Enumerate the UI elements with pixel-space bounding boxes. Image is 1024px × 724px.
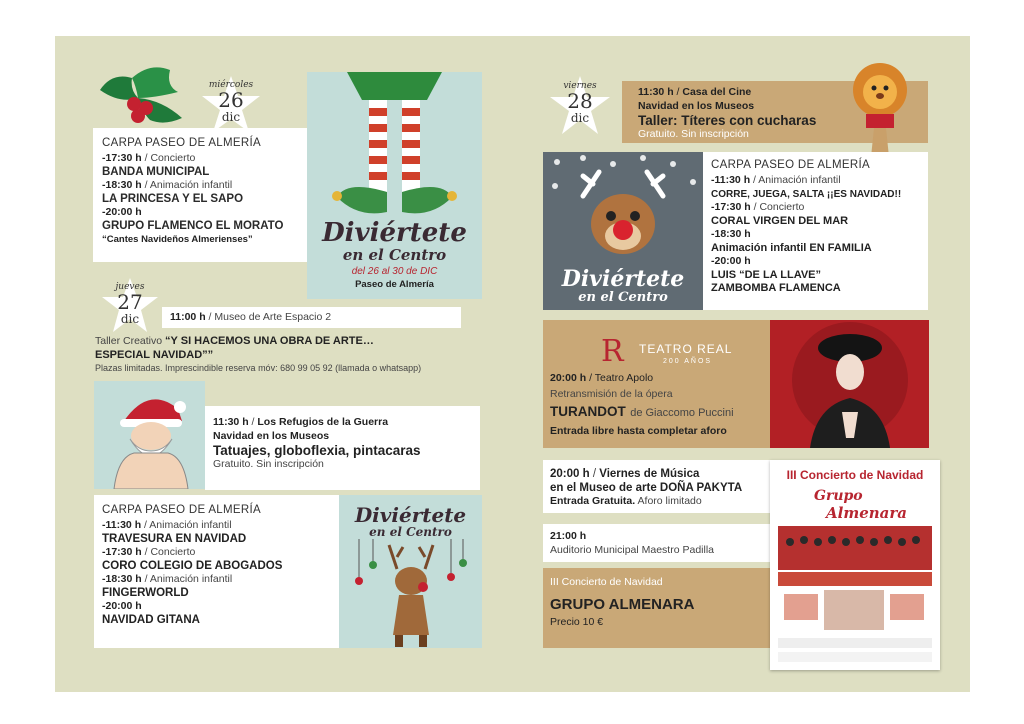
time: 11:30 h — [638, 86, 674, 98]
poster-reindeer — [339, 495, 482, 648]
series-label: Navidad en los Museos — [213, 429, 330, 442]
event-title: Animación infantil EN FAMILIA — [711, 241, 872, 254]
category: Animación infantil — [149, 179, 233, 191]
event-note: Gratuito. Sin inscripción — [638, 128, 749, 140]
poster-dates: del 26 al 30 de DIC — [351, 266, 438, 277]
refugios-box: 11:30 h / Los Refugios de la Guerra Navidad en los Museos Tatuajes, globoflexia, pintacaras Gratuito. Sin inscripción — [205, 406, 480, 490]
poster-group-2: Almenara — [826, 504, 907, 522]
museo-bar: 11:00 h / Museo de Arte Espacio 2 — [162, 307, 461, 328]
workshop-block — [95, 335, 475, 376]
holly-icon — [92, 60, 192, 132]
weekday-label: miércoles — [208, 80, 254, 90]
elf-legs-icon — [307, 72, 482, 299]
poster-title: Diviértete — [322, 218, 467, 248]
event-title: TRAVESURA EN NAVIDAD — [102, 532, 247, 545]
poster-title: Diviértete — [354, 503, 467, 527]
time: -17:30 h — [102, 546, 142, 558]
teatro-years: 200 AÑOS — [663, 358, 713, 365]
time: -11:30 h — [102, 519, 142, 531]
weekday-label: jueves — [115, 282, 145, 292]
reindeer-icon — [339, 539, 482, 648]
event-title: ZAMBOMBA FLAMENCA — [711, 282, 841, 294]
poster-title: Diviértete — [561, 266, 685, 292]
teatro-box: R TEATRO REAL 200 AÑOS 20:00 h / Teatro Apolo Retransmisión de la ópera TURANDOT de Giaccomo Puccini Entrada libre hasta completar aforo — [543, 320, 770, 448]
almenara-box — [543, 568, 780, 648]
place: Casa del Cine — [682, 86, 752, 98]
event-subtitle: “Cantes Navideños Almerienses” — [102, 234, 253, 245]
poster-group: Grupo — [814, 488, 863, 504]
day28-carpa-box: CARPA PASEO DE ALMERÍA -11:30 h / Animación infantil CORRE, JUEGA, SALTA ¡¡ES NAVIDAD!! -17:30 h / Concierto CORAL VIRGEN DEL MAR -18:30 h Animación infantil EN FAMILIA -20:00 h LUIS “DE LA LLAVE” ZAMBOMBA FLAMENCA — [703, 152, 928, 310]
time: 11:00 h — [170, 311, 206, 323]
workshop-label: Taller Creativo — [95, 335, 163, 347]
santa-illustration — [94, 381, 205, 489]
composer: de Giaccomo Puccini — [630, 407, 734, 419]
concert-price: Precio 10 € — [550, 615, 604, 628]
time: -20:00 h — [102, 206, 142, 218]
category: Concierto — [759, 201, 805, 213]
almenara-poster — [770, 460, 940, 670]
day26-event-box: CARPA PASEO DE ALMERÍA -17:30 h / Concierto BANDA MUNICIPAL -18:30 h / Animación infantil LA PRINCESA Y EL SAPO -20:00 h GRUPO FLAMENCO EL MORATO “Cantes Navideños Almerienses” — [93, 128, 307, 262]
concert-label: III Concierto de Navidad — [550, 576, 663, 588]
poster-subtitle: en el Centro — [342, 246, 447, 264]
day27-carpa-box: CARPA PASEO DE ALMERÍA -11:30 h / Animación infantil TRAVESURA EN NAVIDAD -17:30 h / Concierto CORO COLEGIO DE ABOGADOS -18:30 h / Animación infantil FINGERWORLD -20:00 h NAVIDAD GITANA — [94, 495, 339, 648]
day-number: 27 — [117, 290, 143, 314]
event-title: GRUPO FLAMENCO EL MORATO — [102, 219, 284, 232]
workshop-note: Plazas limitadas. Imprescindible reserva móv: 680 99 05 92 (llamada o whatsapp) — [95, 363, 422, 373]
event-title: Viernes de Música — [599, 468, 700, 480]
place: Auditorio Municipal Maestro Padilla — [550, 543, 714, 556]
workshop-title-2: ESPECIAL NAVIDAD”” — [95, 348, 214, 361]
time: 21:00 h — [550, 530, 587, 542]
concert-group: GRUPO ALMENARA — [550, 595, 695, 613]
poster-rudolph — [543, 152, 703, 310]
time: 20:00 h — [550, 372, 587, 384]
event-location: en el Museo de arte DOÑA PAKYTA — [550, 482, 743, 494]
category: Animación infantil — [758, 174, 841, 186]
event-title: CORO COLEGIO DE ABOGADOS — [102, 559, 283, 572]
event-note: Entrada libre hasta completar aforo — [550, 425, 727, 437]
day-number: 28 — [567, 89, 593, 113]
event-title: Taller: Títeres con cucharas — [638, 113, 817, 128]
event-title: NAVIDAD GITANA — [102, 613, 200, 626]
poster-place: Paseo de Almería — [355, 279, 434, 290]
event-title: BANDA MUNICIPAL — [102, 165, 210, 178]
entry-label: Entrada Gratuita. — [550, 495, 636, 507]
time: -20:00 h — [711, 255, 751, 267]
category: Animación infantil — [149, 519, 232, 531]
venue-label: CARPA PASEO DE ALMERÍA — [711, 159, 870, 171]
viernes-musica-box: 20:00 h / Viernes de Música en el Museo de arte DOÑA PAKYTA Entrada Gratuita. Aforo limitado — [543, 460, 780, 513]
choir-photo-icon — [770, 524, 940, 670]
month-label: dic — [221, 110, 241, 124]
place: Teatro Apolo — [594, 372, 654, 384]
place: Museo de Arte Espacio 2 — [214, 311, 332, 323]
rudolph-icon — [543, 152, 703, 262]
event-title: FINGERWORLD — [102, 586, 189, 599]
poster-subtitle: en el Centro — [578, 290, 668, 305]
event-note: Gratuito. Sin inscripción — [213, 458, 324, 470]
time: 11:30 h — [213, 416, 249, 428]
opera-singer-icon — [770, 320, 929, 448]
series-label: Navidad en los Museos — [638, 99, 755, 112]
event-title: CORAL VIRGEN DEL MAR — [711, 214, 849, 227]
poster-title: III Concierto de Navidad — [786, 468, 924, 482]
opera-title: TURANDOT — [550, 404, 626, 419]
teatro-logo-text: TEATRO REAL — [639, 342, 733, 356]
category: Animación infantil — [149, 573, 233, 585]
month-label: dic — [120, 312, 140, 326]
category: Concierto — [150, 152, 196, 164]
event-title: Tatuajes, globoflexia, pintacaras — [213, 443, 421, 458]
venue-label: CARPA PASEO DE ALMERÍA — [102, 137, 261, 149]
venue-label: CARPA PASEO DE ALMERÍA — [102, 504, 261, 516]
time: 20:00 h — [550, 468, 590, 480]
time: -18:30 h — [711, 228, 751, 240]
month-label: dic — [570, 111, 590, 125]
category: Concierto — [150, 546, 196, 558]
santa-icon — [94, 381, 205, 489]
weekday-label: viernes — [563, 81, 597, 91]
event-title: LUIS “DE LA LLAVE” — [711, 268, 821, 281]
workshop-title: “Y SI HACEMOS UNA OBRA DE ARTE… — [165, 335, 374, 347]
place: Los Refugios de la Guerra — [257, 416, 389, 428]
date-star-26 — [200, 74, 262, 136]
date-star-27 — [100, 276, 160, 336]
time: -17:30 h — [711, 201, 751, 213]
event-note: Aforo limitado — [637, 495, 702, 507]
time: -18:30 h — [102, 573, 142, 585]
turandot-photo — [770, 320, 929, 448]
date-star-28 — [548, 74, 612, 138]
poster-subtitle: en el Centro — [369, 525, 452, 539]
cine-box: 11:30 h / Casa del Cine Navidad en los Museos Taller: Títeres con cucharas Gratuito. Sin inscripción — [622, 81, 928, 143]
time: -18:30 h — [102, 179, 142, 191]
time: -20:00 h — [102, 600, 142, 612]
event-subtitle: Retransmisión de la ópera — [550, 387, 673, 400]
day-number: 26 — [218, 88, 244, 112]
auditorio-box — [543, 524, 780, 562]
poster-elf — [307, 72, 482, 299]
teatro-logo-icon: R — [601, 334, 624, 369]
time: -17:30 h — [102, 152, 142, 164]
event-title: LA PRINCESA Y EL SAPO — [102, 192, 244, 205]
event-title: CORRE, JUEGA, SALTA ¡¡ES NAVIDAD!! — [711, 188, 902, 200]
time: -11:30 h — [711, 174, 751, 186]
